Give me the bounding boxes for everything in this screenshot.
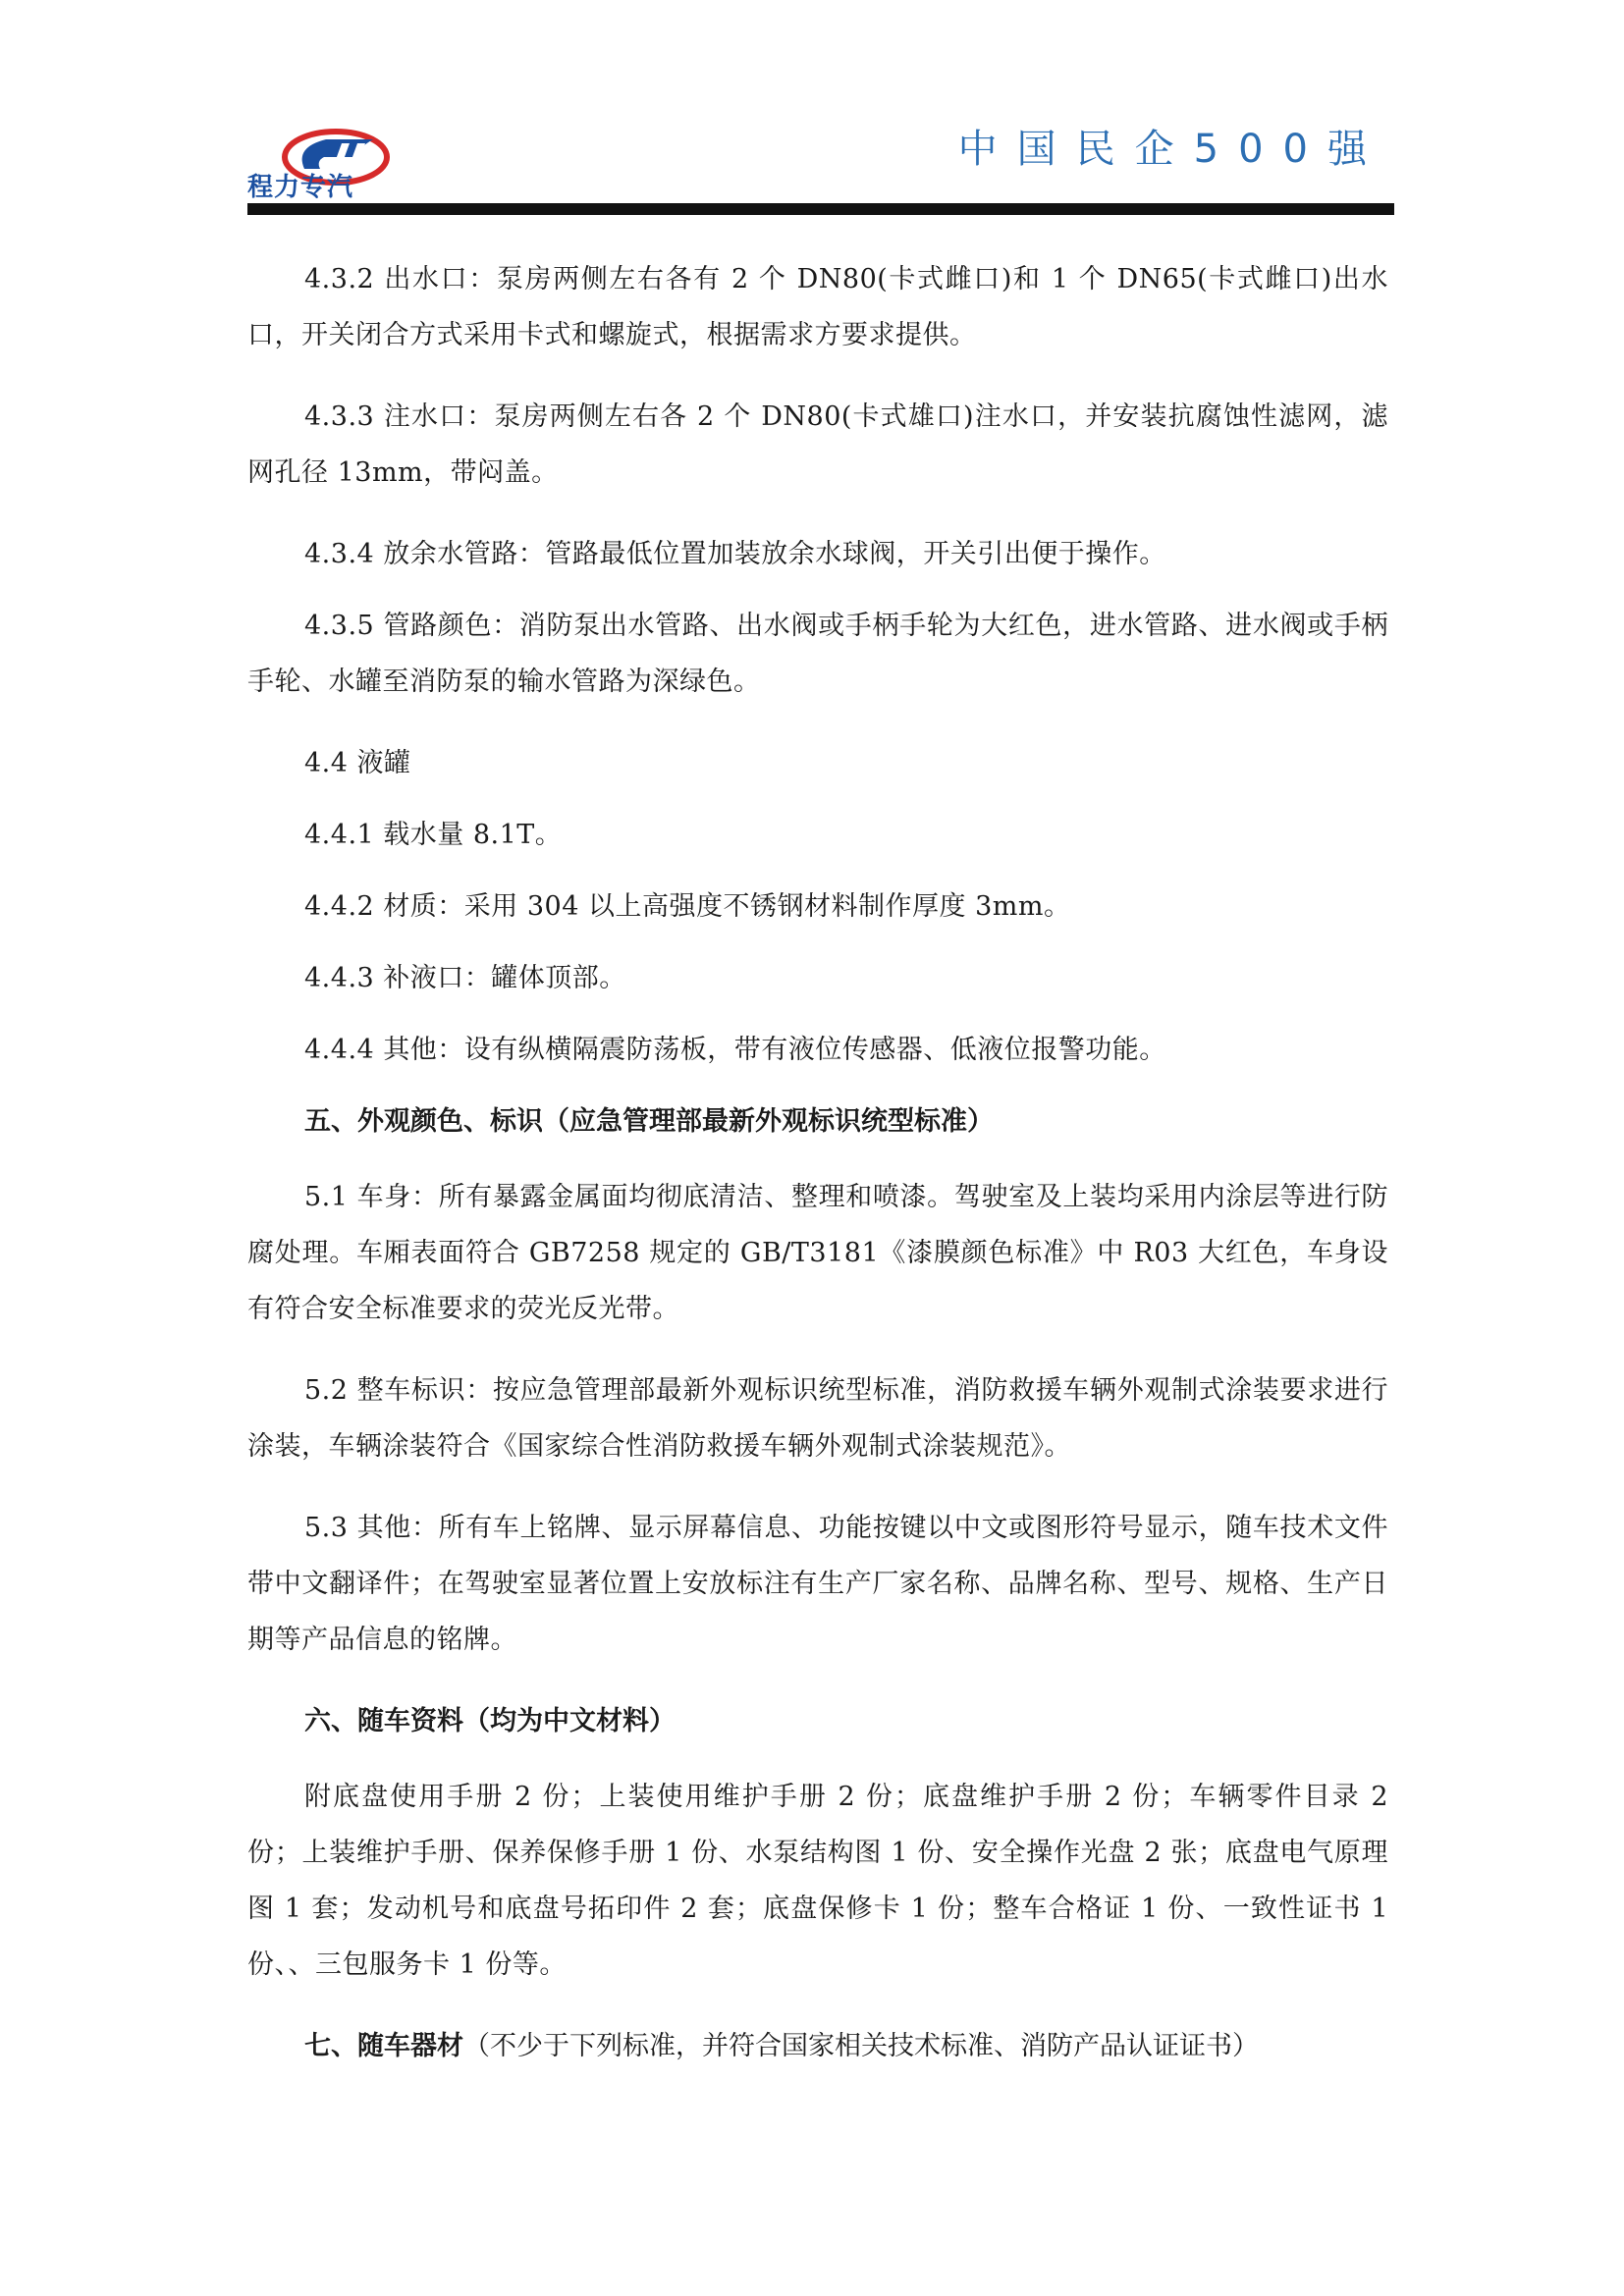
logo-text: 程力专汽 xyxy=(247,173,354,202)
section-heading-5: 五、外观颜色、标识（应急管理部最新外观标识统型标准） xyxy=(304,1106,994,1137)
section-heading-6: 六、随车资料（均为中文材料） xyxy=(304,1706,676,1736)
header-divider xyxy=(247,203,1394,215)
paragraph-4-4-2: 4.4.2 材质：采用 304 以上高强度不锈钢材料制作厚度 3mm。 xyxy=(304,891,1071,922)
paragraph-4-4-1: 4.4.1 载水量 8.1T。 xyxy=(304,820,563,850)
section-heading-7-title: 七、随车器材 xyxy=(304,2031,463,2061)
paragraph-5-1: 5.1 车身：所有暴露金属面均彻底清洁、整理和喷漆。驾驶室及上装均采用内涂层等进行防腐处理。车厢表面符合 GB7258 规定的 GB/T3181《漆膜颜色标准》中 R03 大红色，车身设有符合安全标准要求的荧光反光带。 xyxy=(247,1182,1388,1324)
paragraph-4-3-3: 4.3.3 注水口：泵房两侧左右各 2 个 DN80(卡式雄口)注水口，并安装抗腐蚀性滤网，滤网孔径 13mm，带闷盖。 xyxy=(247,401,1388,488)
header-slogan: 中国民企500强 xyxy=(957,127,1386,172)
paragraph-4-3-5: 4.3.5 管路颜色：消防泵出水管路、出水阀或手柄手轮为大红色，进水管路、进水阀或手柄手轮、水罐至消防泵的输水管路为深绿色。 xyxy=(247,611,1388,697)
paragraph-6: 附底盘使用手册 2 份；上装使用维护手册 2 份；底盘维护手册 2 份；车辆零件目录 2 份；上装维护手册、保养保修手册 1 份、水泵结构图 1 份、安全操作光盘 2 张；底盘电气原理图 1 套；发动机号和底盘号拓印件 2 套；底盘保修卡 1 份；整车合格证 1 份、一致性证书 1 份、、三包服务卡 1 份等。 xyxy=(247,1782,1388,1980)
paragraph-5-2: 5.2 整车标识：按应急管理部最新外观标识统型标准，消防救援车辆外观制式涂装要求进行涂装，车辆涂装符合《国家综合性消防救援车辆外观制式涂装规范》。 xyxy=(247,1375,1388,1462)
paragraph-4-4-4: 4.4.4 其他：设有纵横隔震防荡板，带有液位传感器、低液位报警功能。 xyxy=(304,1035,1166,1065)
paragraph-4-3-4: 4.3.4 放余水管路：管路最低位置加装放余水球阀，开关引出便于操作。 xyxy=(304,539,1166,569)
paragraph-4-3-2: 4.3.2 出水口：泵房两侧左右各有 2 个 DN80(卡式雌口)和 1 个 DN65(卡式雌口)出水口，开关闭合方式采用卡式和螺旋式，根据需求方要求提供。 xyxy=(247,264,1388,350)
paragraph-4-4: 4.4 液罐 xyxy=(304,748,411,778)
page-header xyxy=(247,98,1394,206)
paragraph-5-3: 5.3 其他：所有车上铭牌、显示屏幕信息、功能按键以中文或图形符号显示，随车技术文件带中文翻译件；在驾驶室显著位置上安放标注有生产厂家名称、品牌名称、型号、规格、生产日期等产品信息的铭牌。 xyxy=(247,1513,1388,1655)
section-heading-7-note: （不少于下列标准，并符合国家相关技术标准、消防产品认证证书） xyxy=(463,2031,1259,2061)
document-body xyxy=(247,251,1388,2094)
section-heading-7 xyxy=(247,2018,1388,2074)
paragraph-4-4-3: 4.4.3 补液口：罐体顶部。 xyxy=(304,963,626,993)
